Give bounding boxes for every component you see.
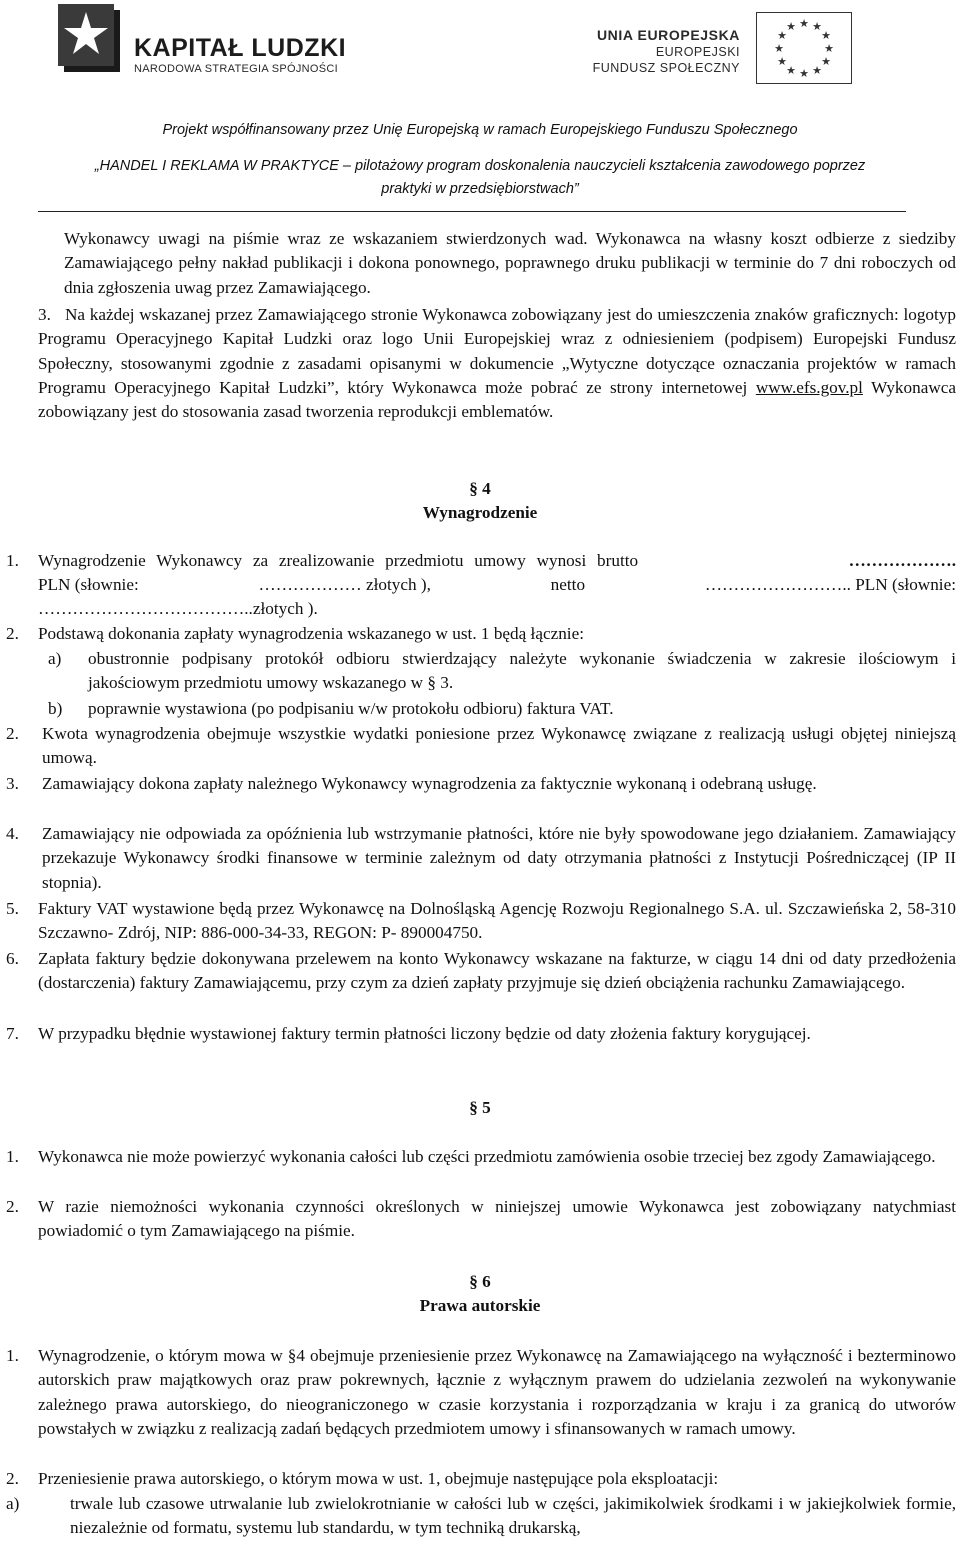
s4-point-2-text: Kwota wynagrodzenia obejmuje wszystkie wydatki poniesione przez Wykonawcę związane z realizacją usługi objętej niniejszą umową. <box>42 724 956 768</box>
kapital-ludzki-logo <box>58 4 348 82</box>
s4-item-b-label: b) <box>48 699 63 718</box>
s4-item-1-number: 1. <box>6 551 19 570</box>
project-funding-line: Projekt współfinansowany przez Unię Europejską w ramach Europejskiego Funduszu Społecznego <box>162 122 798 138</box>
s6-item-2-text: Przeniesienie prawa autorskiego, o którym mowa w ust. 1, obejmuje następujące pola eksploatacji: <box>38 1469 719 1488</box>
s4-point-7-text: W przypadku błędnie wystawionej faktury termin płatności liczony będzie od daty złożenia faktury korygującej. <box>38 1024 811 1043</box>
point-3-text-b: Wykonawca zobowiązany jest do stosowania zasad tworzenia reprodukcji emblematów. <box>38 377 956 422</box>
svg-text:★: ★ <box>812 64 822 77</box>
s4-item-2-number: 2. <box>6 624 19 643</box>
section-4-number: § 4 <box>469 479 491 498</box>
svg-text:★: ★ <box>824 42 834 55</box>
s4-point-6-text: Zapłata faktury będzie dokonywana przelewem na konto Wykonawcy wskazane na fakturze, w ciągu 14 dni od daty przedłożenia (dostarczenia) faktury Zamawiającemu, przy czym za dzień zapłaty przyjmuje się dzień obciążenia rachunku Zamawiającego. <box>38 949 956 993</box>
s4-item-a-text: obustronnie podpisany protokół odbioru stwierdzający należyte wykonanie świadczenia w zakresie ilościowym i jakościowym przedmiotu umowy wskazanego w § 3. <box>88 649 956 693</box>
s4-item-1-line-2 <box>38 573 956 597</box>
s4-point-4-number: 4. <box>6 824 19 843</box>
s4-point-5-number: 5. <box>6 899 19 918</box>
s4-item-1-pln-label: PLN (słownie: <box>38 575 139 594</box>
eu-logo-text <box>590 26 740 76</box>
s4-item-b-text: poprawnie wystawiona (po podpisaniu w/w protokołu odbioru) faktura VAT. <box>88 699 614 718</box>
s4-item-a-label: a) <box>48 649 62 668</box>
s4-point-3-text: Zamawiający dokona zapłaty należnego Wykonawcy wynagrodzenia za faktycznie wykonaną i odebraną usługę. <box>42 774 817 793</box>
kapital-ludzki-subtitle: NARODOWA STRATEGIA SPÓJNOŚCI <box>134 63 338 75</box>
kapital-ludzki-star-icon <box>58 4 120 76</box>
s6-item-a-label: a) <box>6 1494 20 1513</box>
section-6-title: Prawa autorskie <box>419 1296 541 1315</box>
s4-point-7-number: 7. <box>6 1024 19 1043</box>
s4-point-4-text: Zamawiający nie odpowiada za opóźnienia lub wstrzymanie płatności, które nie były spowodowane jego działaniem. Zamawiający przekazuje Wykonawcy środki finansowe w terminie zależnym od daty otrzymania płatności z Instytucji Pośredniczącej (IP II stopnia). <box>42 824 956 892</box>
s6-item-a-text: trwale lub czasowe utrwalanie lub zwielokrotnianie w całości lub w części, jakimikolwiek środkami i w jakiejkolwiek formie, niezależnie od formatu, systemu lub standardu, w tym techniką drukarską, <box>70 1494 956 1538</box>
section-6-number: § 6 <box>469 1272 491 1291</box>
s4-point-2-number: 2. <box>6 724 19 743</box>
eu-logo <box>590 12 920 92</box>
eu-line-3: FUNDUSZ SPOŁECZNY <box>592 61 740 75</box>
svg-text:★: ★ <box>821 29 831 42</box>
svg-text:★: ★ <box>799 67 809 80</box>
s6-item-1-text: Wynagrodzenie, o którym mowa w §4 obejmuje przeniesienie przez Wykonawcę na Zamawiającego na wyłączność i bezterminowo autorskich praw majątkowych oraz praw pokrewnych, łącznie z wyłącznym prawem do udzielania zezwoleń na wykonywanie zależnego prawa autorskiego, do nieograniczonego w czasie korzystania i rozporządzania w kraju i za granicą do utworów powstałych w związku z realizacją zadań będących przedmiotem umowy i sfinansowanych w ramach umowy. <box>38 1346 956 1438</box>
s5-item-2-number: 2. <box>6 1197 19 1216</box>
eu-flag-icon <box>756 12 852 84</box>
svg-text:★: ★ <box>777 55 787 68</box>
svg-text:★: ★ <box>786 64 796 77</box>
s4-item-1-netto-value: …………………….. PLN (słownie: <box>704 575 956 594</box>
s6-item-2-number: 2. <box>6 1469 19 1488</box>
svg-text:★: ★ <box>774 42 784 55</box>
point-3-text-a: Na każdej wskazanej przez Zamawiającego stronie Wykonawca zobowiązany jest do umieszczenia znaków graficznych: logotyp Programu Operacyjnego Kapitał Ludzki oraz logo Unii Europejskiej wraz z odniesieniem (podpisem) Europejski Fundusz Społeczny, stosowanymi zgodnie z zasadami opisanymi w dokumencie „Wytyczne dotyczące oznaczania projektów w ramach Programu Operacyjnego Kapitał Ludzki”, który Wykonawca może pobrać ze strony internetowej <box>38 305 956 397</box>
s4-point-3-number: 3. <box>6 774 19 793</box>
kapital-ludzki-title: KAPITAŁ LUDZKI <box>134 34 347 62</box>
point-3-number: 3. <box>38 305 51 324</box>
svg-text:★: ★ <box>786 20 796 33</box>
s4-item-1-line-1 <box>38 549 956 573</box>
page-header <box>0 0 960 214</box>
header-divider <box>38 211 906 212</box>
intro-paragraph: Wykonawcy uwagi na piśmie wraz ze wskazaniem stwierdzonych wad. Wykonawca na własny koszt odbierze z siedziby Zamawiającego pełny nakład publikacji i dokona ponownego, poprawnego druku publikacji w terminie do 7 dni roboczych od dnia zgłoszenia uwag przez Zamawiającego. <box>64 229 956 297</box>
s5-item-2-text: W razie niemożności wykonania czynności określonych w niniejszej umowie Wykonawca jest zobowiązany natychmiast powiadomić o tym Zamawiającego na piśmie. <box>38 1197 956 1241</box>
eu-line-2: EUROPEJSKI <box>655 45 740 59</box>
svg-text:★: ★ <box>812 20 822 33</box>
s4-item-1-brutto-dots: ………………. <box>848 551 956 570</box>
s4-point-6-number: 6. <box>6 949 19 968</box>
s4-point-5-text: Faktury VAT wystawione będą przez Wykonawcę na Dolnośląską Agencję Rozwoju Regionalnego S.A. ul. Szczawieńska 2, 58-310 Szczawno- Zdrój, NIP: 886-000-34-33, REGON: P- 890004750. <box>38 899 956 943</box>
efs-website-link[interactable]: www.efs.gov.pl <box>755 377 863 397</box>
eu-line-1: UNIA EUROPEJSKA <box>596 27 740 43</box>
section-4-title: Wynagrodzenie <box>422 503 538 522</box>
point-3-text <box>38 303 956 424</box>
s6-item-1-number: 1. <box>6 1346 19 1365</box>
svg-text:★: ★ <box>799 17 809 30</box>
s4-item-1-line-3: ………………………………..złotych ). <box>38 599 318 618</box>
s4-item-1-netto: netto <box>550 575 586 594</box>
s4-item-2-text: Podstawą dokonania zapłaty wynagrodzenia wskazanego w ust. 1 będą łącznie: <box>38 624 584 643</box>
s5-item-1-number: 1. <box>6 1147 19 1166</box>
s5-item-1-text: Wykonawca nie może powierzyć wykonania całości lub części przedmiotu zamówienia osobie trzeciej bez zgody Zamawiającego. <box>38 1147 936 1166</box>
svg-text:★: ★ <box>821 55 831 68</box>
s4-item-1-line-1-text: Wynagrodzenie Wykonawcy za zrealizowanie przedmiotu umowy wynosi brutto <box>38 551 639 570</box>
s4-item-1-zlotych: ……………… złotych ), <box>258 575 431 594</box>
program-title-line-1: „HANDEL I REKLAMA W PRAKTYCE – pilotażowy program doskonalenia nauczycieli kształcenia zawodowego poprzez <box>94 158 866 174</box>
section-5-number: § 5 <box>469 1098 491 1117</box>
program-title-line-2: praktyki w przedsiębiorstwach” <box>381 181 579 197</box>
svg-text:★: ★ <box>777 29 787 42</box>
